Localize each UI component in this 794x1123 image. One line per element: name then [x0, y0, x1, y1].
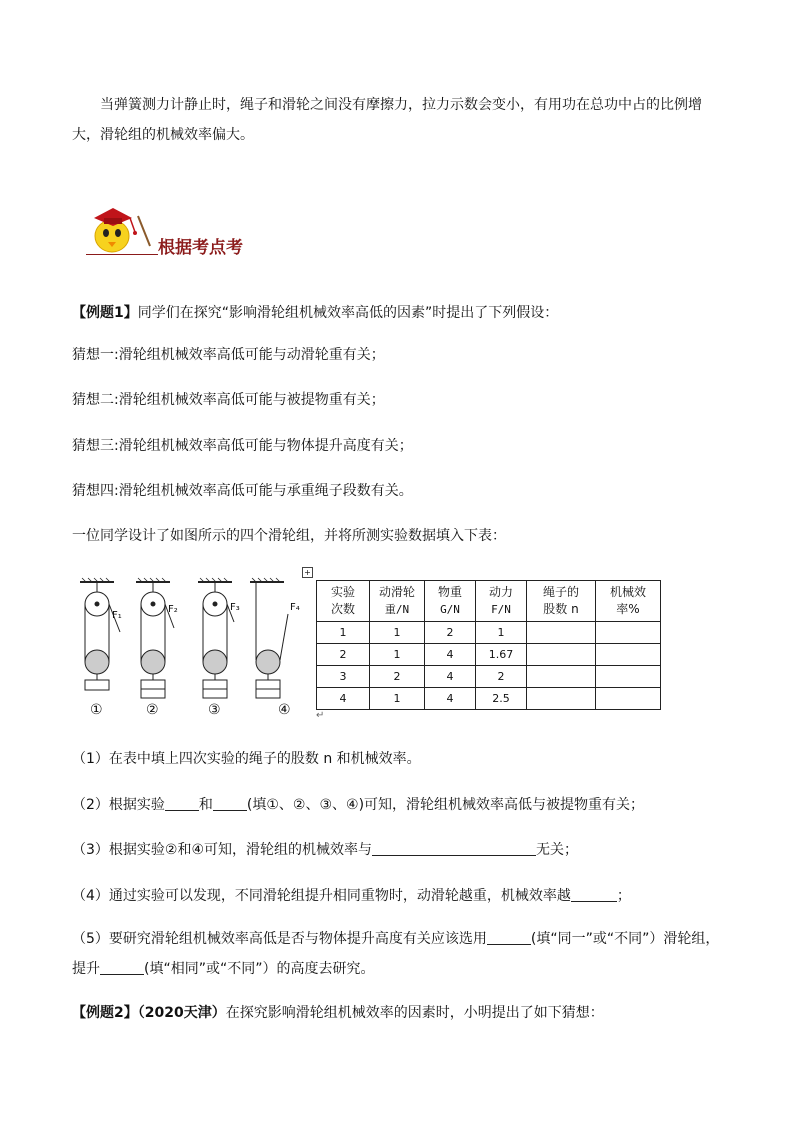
- pulley-figure: [68, 574, 308, 724]
- table-cell[interactable]: [596, 666, 661, 688]
- table-cell[interactable]: [527, 688, 596, 710]
- answer-blank[interactable]: [571, 887, 617, 902]
- example1-label: 【例题1】: [72, 305, 138, 321]
- table-cell[interactable]: [596, 688, 661, 710]
- section-underline: [86, 254, 158, 255]
- table-header-row: [317, 581, 661, 622]
- question-3: （3）根据实验②和④可知，滑轮组的机械效率与 无关；: [72, 842, 579, 858]
- example1-text: 同学们在探究“影响滑轮组机械效率高低的因素”时提出了下列假设：: [137, 305, 559, 321]
- example2-text: 在探究影响滑轮组机械效率的因素时，小明提出了如下猜想：: [225, 1005, 604, 1021]
- table-cell: 2: [425, 622, 476, 644]
- table-move-handle[interactable]: +: [302, 567, 313, 578]
- table-cell[interactable]: [527, 666, 596, 688]
- table-cell: 2: [370, 666, 425, 688]
- header-cell: 实验 次数: [317, 581, 370, 622]
- figure-label-1: ①: [90, 702, 103, 718]
- example2-label: 【例题2】: [72, 1005, 138, 1021]
- table-cell[interactable]: [596, 644, 661, 666]
- header-cell: 绳子的 股数 n: [527, 581, 596, 622]
- answer-blank[interactable]: [213, 796, 247, 811]
- example1-intro: [72, 298, 722, 328]
- table-row: [317, 688, 661, 710]
- example1-setup: 一位同学设计了如图所示的四个滑轮组，并将所测实验数据填入下表：: [72, 528, 506, 544]
- guess-3: 猜想三:滑轮组机械效率高低可能与物体提升高度有关；: [72, 438, 413, 454]
- question-4: （4）通过实验可以发现，不同滑轮组提升相同重物时，动滑轮越重，机械效率越 ；: [72, 888, 631, 904]
- table-cell: 2: [476, 666, 527, 688]
- answer-blank[interactable]: [372, 841, 536, 856]
- table-cell: 1: [476, 622, 527, 644]
- question-5: （5）要研究滑轮组机械效率高低是否与物体提升高度有关应该选用 (填“同一”或“不同”）滑轮组，提升 (填“相同”或“不同”）的高度去研究。: [72, 931, 720, 977]
- guess-4: 猜想四:滑轮组机械效率高低可能与承重绳子段数有关。: [72, 483, 413, 499]
- header-cell: 机械效 率%: [596, 581, 661, 622]
- figure-label-2: ②: [146, 702, 159, 718]
- figure-label-3: ③: [208, 702, 221, 718]
- table-cell: 1.67: [476, 644, 527, 666]
- table-cell: 4: [425, 666, 476, 688]
- table-cell: 2: [317, 644, 370, 666]
- table-cell: 3: [317, 666, 370, 688]
- table-row: [317, 622, 661, 644]
- table-cell: 1: [317, 622, 370, 644]
- table-cell: 1: [370, 688, 425, 710]
- question-2: （2）根据实验 和 (填①、②、③、④)可知，滑轮组机械效率高低与被提物重有关；: [72, 797, 645, 813]
- guess-1: 猜想一:滑轮组机械效率高低可能与动滑轮重有关；: [72, 347, 385, 363]
- header-cell: 动滑轮 重/N: [370, 581, 425, 622]
- force-label-4: F₄: [290, 602, 300, 613]
- table-row: [317, 666, 661, 688]
- force-label-1: F₁: [112, 610, 122, 621]
- example2-source: （2020天津）: [137, 1005, 226, 1021]
- example2-intro: [72, 998, 722, 1028]
- pulley-diagram: [68, 574, 308, 724]
- guess-2: 猜想二:滑轮组机械效率高低可能与被提物重有关；: [72, 392, 385, 408]
- table-cell: 4: [317, 688, 370, 710]
- header-cell: 动力 F/N: [476, 581, 527, 622]
- intro-paragraph: 当弹簧测力计静止时，绳子和滑轮之间没有摩擦力，拉力示数会变小，有用功在总功中占的比例增大，滑轮组的机械效率偏大。: [72, 97, 702, 143]
- table-cell: 1: [370, 644, 425, 666]
- header-cell: 物重 G/N: [425, 581, 476, 622]
- question-1: （1）在表中填上四次实验的绳子的股数 n 和机械效率。: [72, 751, 421, 767]
- force-label-3: F₃: [230, 602, 240, 613]
- experiment-table: [316, 580, 661, 710]
- table-cell: 4: [425, 688, 476, 710]
- section-title: 根据考点考: [158, 238, 243, 258]
- table-cell: 2.5: [476, 688, 527, 710]
- table-cell[interactable]: [527, 644, 596, 666]
- force-label-2: F₂: [168, 604, 178, 615]
- table-cell[interactable]: [596, 622, 661, 644]
- graduate-chick-icon: [80, 196, 160, 260]
- table-cell: 1: [370, 622, 425, 644]
- paragraph-mark: ↵: [316, 710, 325, 721]
- answer-blank[interactable]: [487, 930, 531, 945]
- answer-blank[interactable]: [165, 796, 199, 811]
- table-row: [317, 644, 661, 666]
- table-cell: 4: [425, 644, 476, 666]
- answer-blank[interactable]: [100, 960, 144, 975]
- figure-label-4: ④: [278, 702, 291, 718]
- table-cell[interactable]: [527, 622, 596, 644]
